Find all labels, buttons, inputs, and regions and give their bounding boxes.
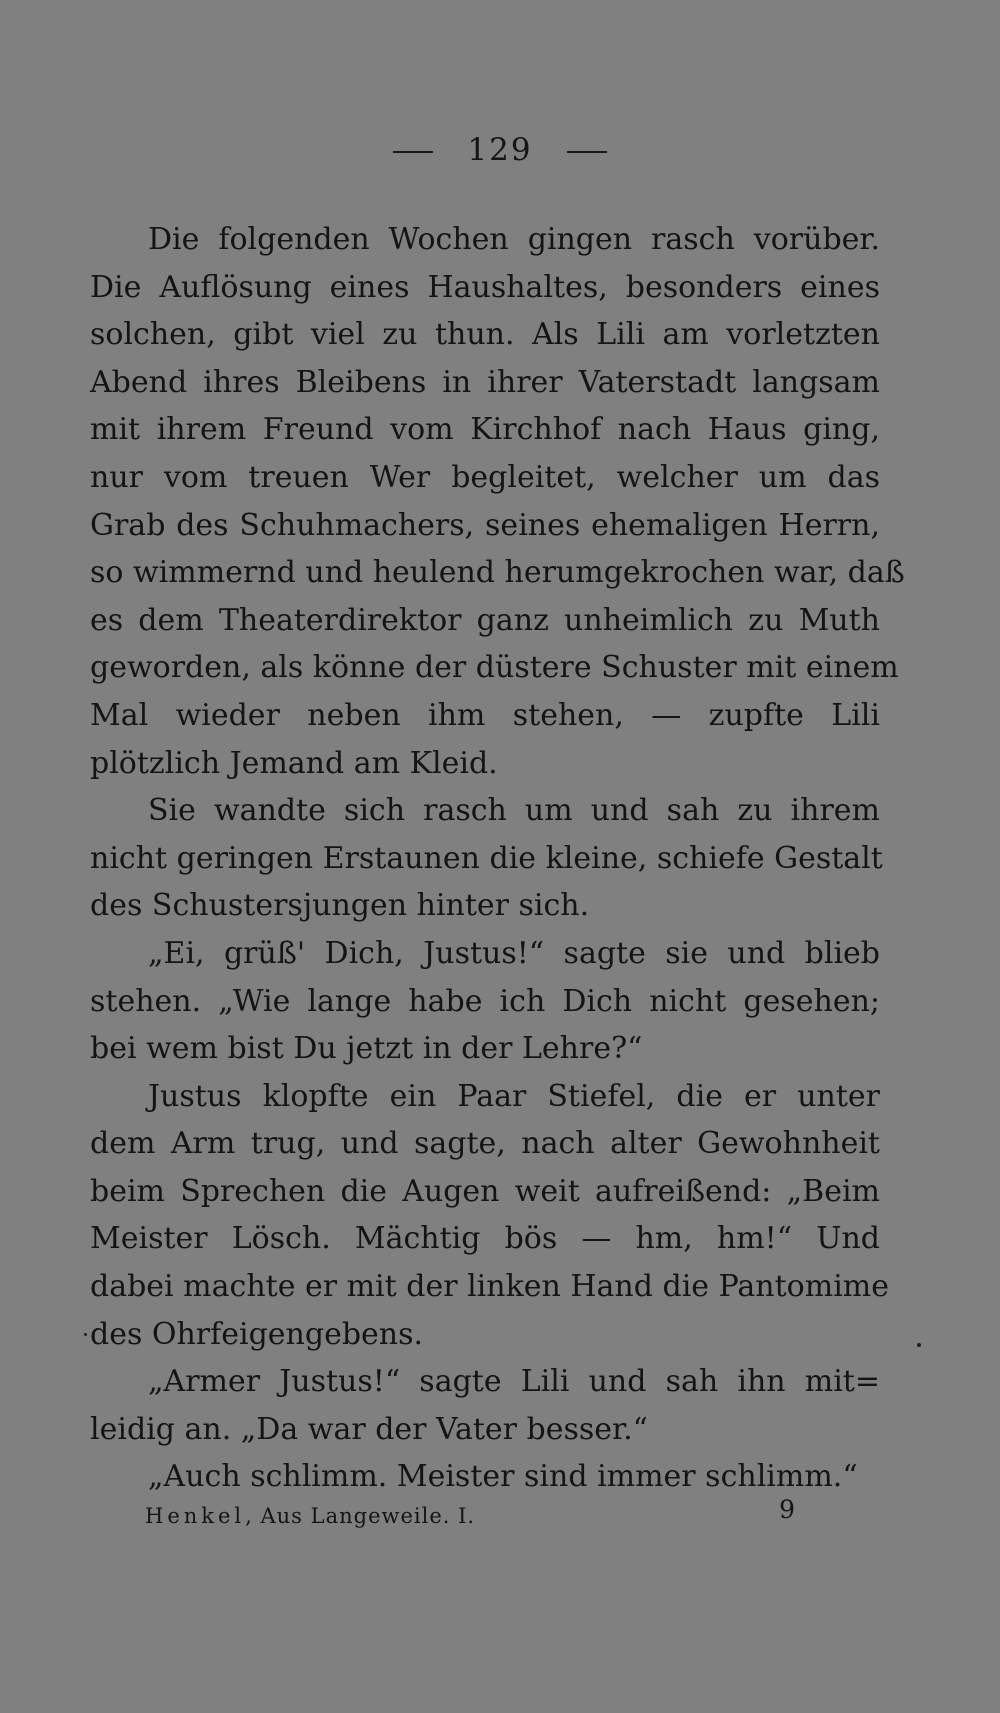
- sheet-number: 9: [779, 1495, 795, 1524]
- text-line: Abend ihres Bleibens in ihrer Vaterstadt langsam: [90, 364, 880, 400]
- text-line: „Auch schlimm. Meister sind immer schlimm.“: [148, 1459, 858, 1495]
- text-line: „Armer Justus!“ sagte Lili und sah ihn mit=: [148, 1364, 880, 1400]
- text-line: des Ohrfeigengebens.: [90, 1316, 424, 1352]
- text-line: Sie wandte sich rasch um und sah zu ihrem: [148, 793, 880, 829]
- text-line: es dem Theaterdirektor ganz unheimlich zu Muth: [90, 602, 880, 638]
- signature-mark: [145, 1500, 475, 1532]
- text-line: so wimmernd und heulend herumgekrochen war, daß: [90, 555, 905, 591]
- text-line: Justus klopfte ein Paar Stiefel, die er unter: [148, 1078, 880, 1114]
- text-line: Die Auflösung eines Haushaltes, besonders eines: [90, 269, 880, 305]
- text-line: stehen. „Wie lange habe ich Dich nicht gesehen;: [90, 983, 880, 1019]
- text-line: plötzlich Jemand am Kleid.: [90, 745, 498, 781]
- page-number: 129: [467, 132, 533, 168]
- header-dash-left: [393, 151, 433, 153]
- footer-author: Henkel: [145, 1504, 246, 1528]
- text-line: Meister Lösch. Mächtig bös — hm, hm!“ Und: [90, 1221, 880, 1257]
- text-line: des Schustersjungen hinter sich.: [90, 888, 590, 924]
- text-line: Mal wieder neben ihm stehen, — zupfte Lili: [90, 697, 880, 733]
- text-line: dem Arm trug, und sagte, nach alter Gewohnheit: [90, 1126, 880, 1162]
- text-line: nur vom treuen Wer begleitet, welcher um das: [90, 459, 880, 495]
- text-line: geworden, als könne der düstere Schuster mit einem: [90, 650, 899, 686]
- page-footer: [145, 1495, 795, 1532]
- print-speck: [84, 1333, 87, 1336]
- body-text: [90, 216, 905, 1501]
- text-line: leidig an. „Da war der Vater besser.“: [90, 1411, 648, 1447]
- text-line: Die folgenden Wochen gingen rasch vorüber.: [148, 222, 880, 257]
- text-line: beim Sprechen die Augen weit aufreißend: „Beim: [90, 1173, 880, 1209]
- text-line: bei wem bist Du jetzt in der Lehre?“: [90, 1031, 643, 1067]
- text-line: „Ei, grüß' Dich, Justus!“ sagte sie und blieb: [148, 935, 880, 971]
- header-dash-right: [567, 151, 607, 153]
- text-line: Grab des Schuhmachers, seines ehemaligen Herrn,: [90, 507, 880, 543]
- print-speck: [917, 1343, 921, 1347]
- text-line: solchen, gibt viel zu thun. Als Lili am vorletzten: [90, 317, 880, 353]
- text-line: mit ihrem Freund vom Kirchhof nach Haus ging,: [90, 412, 880, 448]
- footer-title: , Aus Langeweile. I.: [245, 1504, 476, 1528]
- text-line: nicht geringen Erstaunen die kleine, schiefe Gestalt: [90, 840, 883, 876]
- page-header: [0, 132, 1000, 168]
- text-line: dabei machte er mit der linken Hand die Pantomime: [90, 1269, 889, 1305]
